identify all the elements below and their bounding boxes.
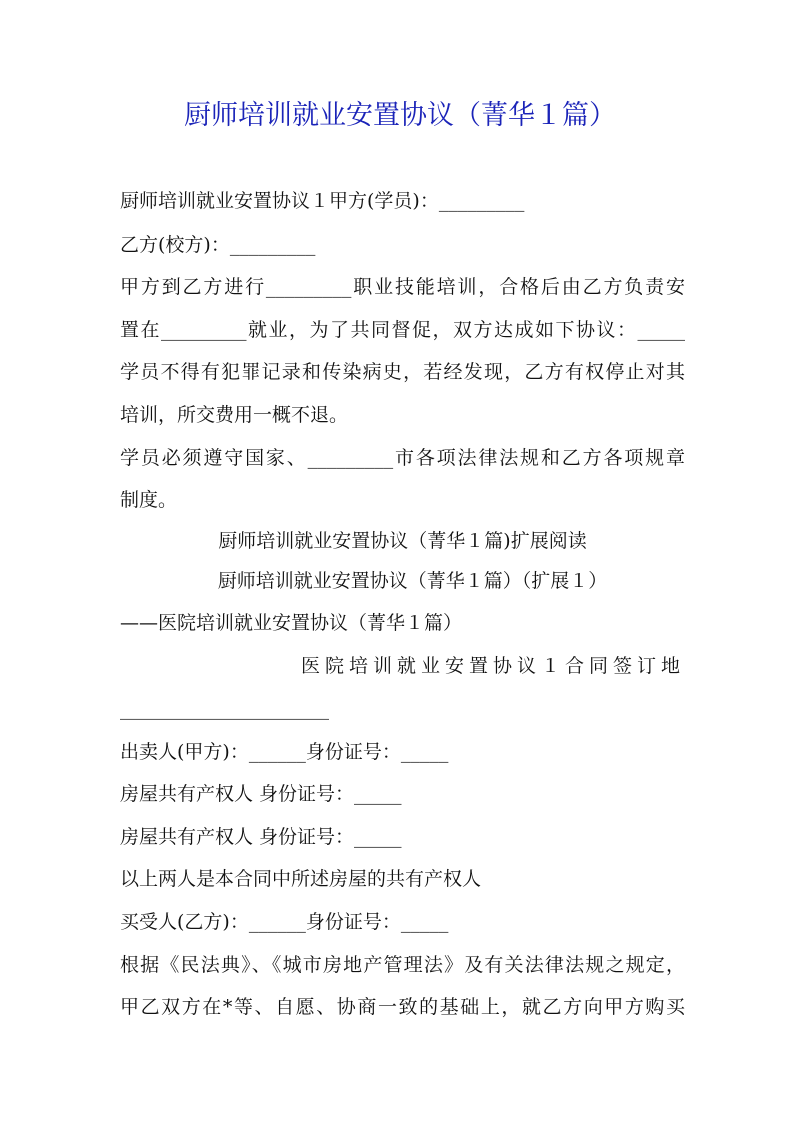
buyer-line: 买受人(乙方)：______身份证号：_____: [120, 911, 449, 933]
party-a-line: 厨师培训就业安置协议１甲方(学员)：_________: [120, 190, 525, 212]
co-owner-line: 房屋共有产权人 身份证号：_____: [120, 826, 402, 848]
body-paragraph-line: 培训，所交费用一概不退。: [120, 404, 349, 426]
contract-signing-place: 医院培训就业安置协议１合同签订地: [300, 655, 685, 677]
seller-line: 出卖人(甲方)：______身份证号：_____: [120, 741, 449, 763]
extension-subtitle: ——医院培训就业安置协议（菁华１篇）: [120, 612, 463, 634]
extension-heading: 厨师培训就业安置协议（菁华１篇）（扩展１）: [217, 570, 608, 592]
legal-basis-line: 甲乙双方在*等、自愿、协商一致的基础上，就乙方向甲方购买: [120, 996, 685, 1018]
co-owner-line: 房屋共有产权人 身份证号：_____: [120, 783, 402, 805]
body-paragraph-line: 学员不得有犯罪记录和传染病史，若经发现，乙方有权停止对其: [120, 361, 685, 383]
extended-reading-heading: 厨师培训就业安置协议（菁华１篇)扩展阅读: [218, 530, 587, 552]
co-owner-note: 以上两人是本合同中所述房屋的共有产权人: [120, 868, 482, 890]
body-paragraph-line: 甲方到乙方进行_________职业技能培训，合格后由乙方负责安: [120, 276, 685, 298]
party-b-line: 乙方(校方)：_________: [120, 234, 316, 256]
signing-place-blank: ______________________: [120, 698, 329, 720]
body-paragraph-line: 制度。: [120, 489, 178, 511]
body-paragraph-line: 学员必须遵守国家、_________市各项法律法规和乙方各项规章: [120, 447, 685, 469]
legal-basis-line: 根据《民法典》、《城市房地产管理法》及有关法律法规之规定，: [120, 954, 685, 976]
body-paragraph-line: 置在_________就业，为了共同督促，双方达成如下协议：_____: [120, 319, 685, 341]
document-title: 厨师培训就业安置协议（菁华１篇）: [184, 100, 616, 131]
